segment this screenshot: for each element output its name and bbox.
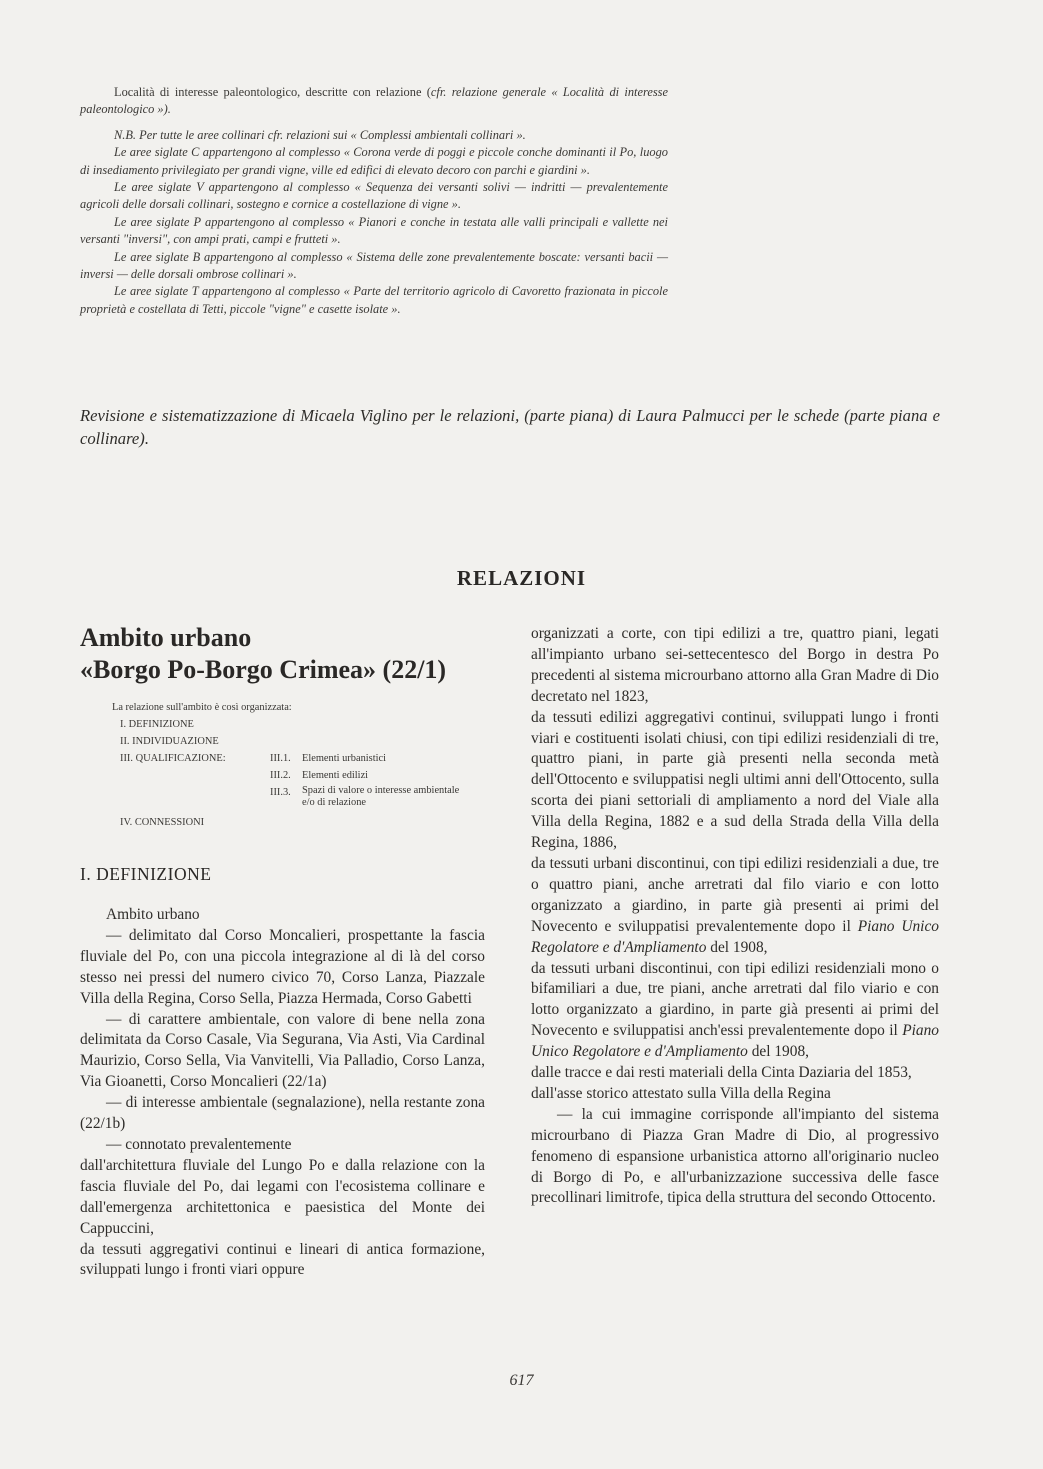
note-b: Le aree siglate B appartengono al complesso « Sistema delle zone prevalentemente boscate: versanti bacii — inversi — delle dorsali ombrose collinari ». [80, 249, 668, 282]
note-nb: N.B. Per tutte le aree collinari cfr. relazioni sui « Complessi ambientali collinari ». [114, 127, 526, 142]
left-body-text [80, 905, 485, 1281]
note-paleontologico: Località di interesse paleontologico, descritte con relazione (cfr. relazione generale « Località di interesse paleontologico »). [80, 85, 668, 117]
paragraph: da tessuti edilizi aggregativi continui, sviluppati lungo i fronti viari e costituenti isolati chiusi, con tipi edilizi residenziali di tre, quattro piani, in parte già presenti nella seconda metà dell'Ottocento e sviluppatisi negli ultimi anni dell'Ottocento, sulla scorta dei piani settoriali di ampliamento a nord del Viale alla Villa della Regina, 1882 e a sud della Strada della Villa della Regina, 1886, [531, 708, 939, 852]
table-of-contents [80, 700, 485, 832]
toc-item-definizione: I. DEFINIZIONE [120, 719, 194, 730]
paragraph: Ambito urbano [106, 906, 200, 923]
paragraph: da tessuti urbani discontinui, con tipi edilizi residenziali mono o bifamiliari a due, tre piani, anche arretrati dal filo viario e con lotto organizzato a giardino, in parte già presenti ai primi del Novecento e sviluppatisi anch'essi prevalentemente dopo il Piano Unico Regolatore e d'Ampliamento del 1908, [531, 959, 939, 1061]
paragraph: dalle tracce e dai resti materiali della Cinta Daziaria del 1853, [531, 1064, 912, 1082]
paragraph: da tessuti aggregativi continui e lineari di antica formazione, sviluppati lungo i fronti viari oppure [80, 1240, 485, 1279]
right-column [531, 624, 939, 1209]
section-title: RELAZIONI [456, 566, 587, 590]
revision-credits: Revisione e sistematizzazione di Micaela Viglino per le relazioni, (parte piana) di Laura Palmucci per le schede (parte piana e collinare). [80, 406, 940, 448]
note-t: Le aree siglate T appartengono al complesso « Parte del territorio agricolo di Cavoretto frazionata in piccole proprietà e costellata di Tetti, piccole "vigne" e casette isolate ». [80, 284, 668, 316]
page-number: 617 [509, 1372, 534, 1389]
toc-sub-elementi-urbanistici: III.1. Elementi urbanistici [270, 753, 386, 764]
note-p: Le aree siglate P appartengono al complesso « Pianori e conche in testata alle valli principali e vallette nei versanti "inversi", con ampi prati, campi e frutteti ». [80, 214, 668, 247]
paragraph: — di carattere ambientale, con valore di bene nella zona delimitata da Corso Casale, Via Segurana, Via Asti, Via Cardinal Maurizio, Corso Sella, Via Vanvitelli, Via Palladio, Corso Lanza, Via Gioanetti, Corso Moncalieri (22/1a) [80, 1010, 485, 1091]
definizione-heading: I. DEFINIZIONE [80, 864, 212, 884]
note-v: Le aree siglate V appartengono al complesso « Sequenza dei versanti solivi — indritti — prevalentemente agricoli delle dorsali collinari, sostegno e cornice a costellazione di vigne ». [80, 180, 668, 212]
paragraph: — la cui immagine corrisponde all'impianto del sistema microurbano di Piazza Gran Madre di Dio, al progressivo fenomeno di espansione urbanistica attorno all'originario nucleo di Borgo di Po, e all'urbanizzazione successiva delle fasce precollinari limitrofe, tipica della struttura del secondo Ottocento. [531, 1105, 939, 1207]
paragraph: — connotato prevalentemente [106, 1135, 292, 1153]
toc-item-connessioni: IV. CONNESSIONI [120, 817, 205, 828]
toc-intro: La relazione sull'ambito è così organizzata: [112, 702, 292, 713]
paragraph: — delimitato dal Corso Moncalieri, prospettante la fascia fluviale del Po, con una piccola integrazione al di là del corso stesso nei pressi del numero civico 70, Corso Lanza, Piazzale Villa della Regina, Corso Sella, Piazza Hermada, Corso Gabetti [80, 926, 485, 1007]
toc-item-individuazione: II. INDIVIDUAZIONE [120, 736, 219, 747]
paragraph: dall'asse storico attestato sulla Villa della Regina [531, 1084, 831, 1102]
paragraph: organizzati a corte, con tipi edilizi a tre, quattro piani, legati all'impianto urbano sei-settecentesco del Borgo in destra Po precedenti al sistema microurbano attorno alla Gran Madre di Dio decretato nel 1823, [531, 625, 939, 705]
toc-item-qualificazione: III. QUALIFICAZIONE: [120, 753, 226, 764]
ambito-title: Ambito urbano «Borgo Po-Borgo Crimea» (22/1) [80, 623, 447, 684]
paragraph: — di interesse ambientale (segnalazione), nella restante zona (22/1b) [80, 1094, 485, 1133]
note-c: Le aree siglate C appartengono al complesso « Corona verde di poggi e piccole conche dominanti il Po, luogo di insediamento privilegiato per grandi vigne, ville ed edifici di elevato decoro con parchi e giardini ». [80, 145, 668, 177]
notes-block [80, 84, 668, 318]
toc-sub-spazi: III.3. Spazi di valore o interesse ambientale e/o di relazione [270, 785, 460, 808]
paragraph: dall'architettura fluviale del Lungo Po e dalla relazione con la fascia fluviale del Po, dai legami con l'ecosistema collinare e dall'emergenza architettonica e paesistica del Monte dei Cappuccini, [80, 1156, 485, 1237]
toc-sub-elementi-edilizi: III.2. Elementi edilizi [270, 770, 369, 781]
paragraph: da tessuti urbani discontinui, con tipi edilizi residenziali a due, tre o quattro piani, anche arretrati dal filo viario e con lotto organizzato a giardino, in parte già presenti ai primi del Novecento e sviluppatisi prevalentemente dopo il Piano Unico Regolatore e d'Ampliamento del 1908, [531, 854, 939, 956]
left-column [80, 622, 485, 1281]
